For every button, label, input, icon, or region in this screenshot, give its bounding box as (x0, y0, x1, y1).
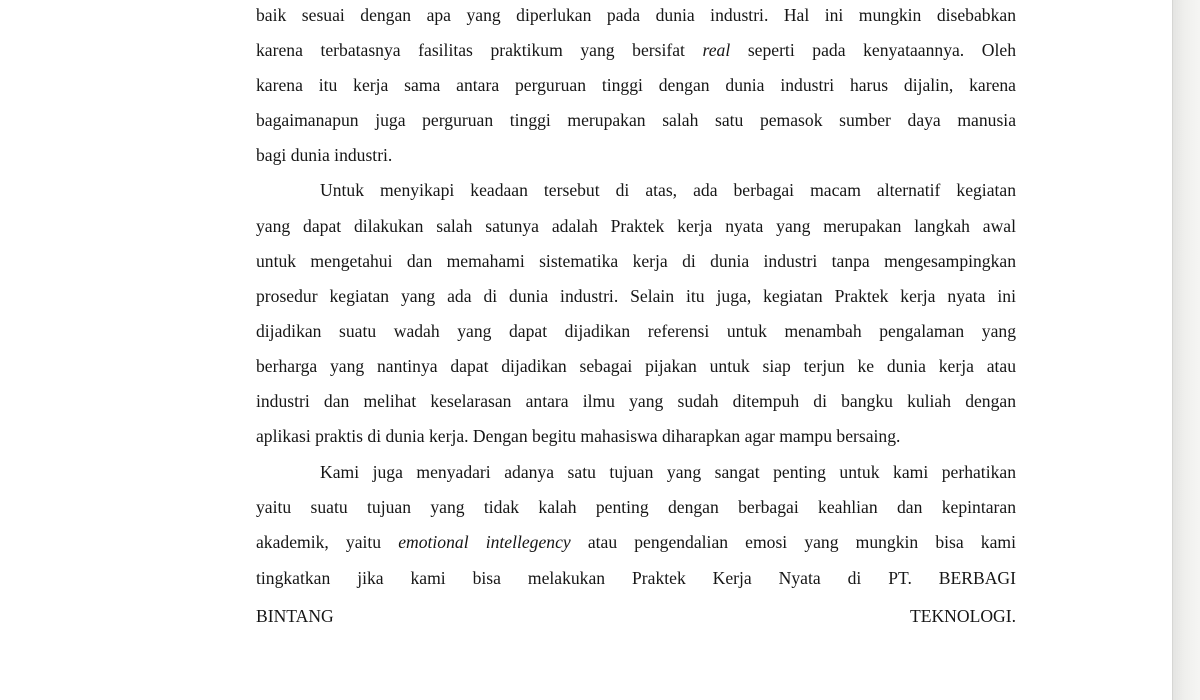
text-line: bagi dunia industri. (256, 145, 393, 165)
text-line: berharga yang nantinya dapat dijadikan sebagai pijakan untuk siap terjun ke dunia kerja atau (256, 356, 1016, 376)
text-line: prosedur kegiatan yang ada di dunia industri. Selain itu juga, kegiatan Praktek kerja nyata ini (256, 286, 1016, 306)
text-line: Kami juga menyadari adanya satu tujuan yang sangat penting untuk kami perhatikan (320, 462, 1016, 482)
italic-term: emotional intellegency (398, 532, 571, 552)
italic-term: real (702, 40, 731, 60)
text-line: bagaimanapun juga perguruan tinggi merupakan salah satu pemasok sumber daya manusia (256, 110, 1016, 130)
text-span: TEKNOLOGI. (909, 606, 1016, 626)
text-line: yaitu suatu tujuan yang tidak kalah penting dengan berbagai keahlian dan kepintaran (256, 497, 1016, 517)
text-span: karena terbatasnya fasilitas praktikum yang bersifat (256, 40, 685, 60)
text-line: tingkatkan jika kami bisa melakukan Praktek Kerja Nyata di PT. BERBAGI (256, 568, 1016, 588)
text-span: BINTANG (256, 606, 334, 626)
text-line: baik sesuai dengan apa yang diperlukan pada dunia industri. Hal ini mungkin disebabkan (256, 5, 1016, 25)
text-line (256, 38, 1016, 62)
text-line: karena itu kerja sama antara perguruan tinggi dengan dunia industri harus dijalin, karena (256, 75, 1016, 95)
text-line: Untuk menyikapi keadaan tersebut di atas, ada berbagai macam alternatif kegiatan (320, 180, 1016, 200)
text-line (256, 604, 1016, 628)
text-line: dijadikan suatu wadah yang dapat dijadikan referensi untuk menambah pengalaman yang (256, 321, 1016, 341)
text-line: yang dapat dilakukan salah satunya adalah Praktek kerja nyata yang merupakan langkah awal (256, 216, 1016, 236)
page-edge-shadow (1172, 0, 1200, 700)
text-line: industri dan melihat keselarasan antara ilmu yang sudah ditempuh di bangku kuliah dengan (256, 391, 1016, 411)
text-span: atau pengendalian emosi yang mungkin bisa kami (587, 532, 1016, 552)
text-line (256, 530, 1016, 554)
text-span: seperti pada kenyataannya. Oleh (747, 40, 1016, 60)
text-line: untuk mengetahui dan memahami sistematika kerja di dunia industri tanpa mengesampingkan (256, 251, 1016, 271)
text-line: aplikasi praktis di dunia kerja. Dengan begitu mahasiswa diharapkan agar mampu bersaing. (256, 426, 901, 446)
text-span: akademik, yaitu (256, 532, 382, 552)
